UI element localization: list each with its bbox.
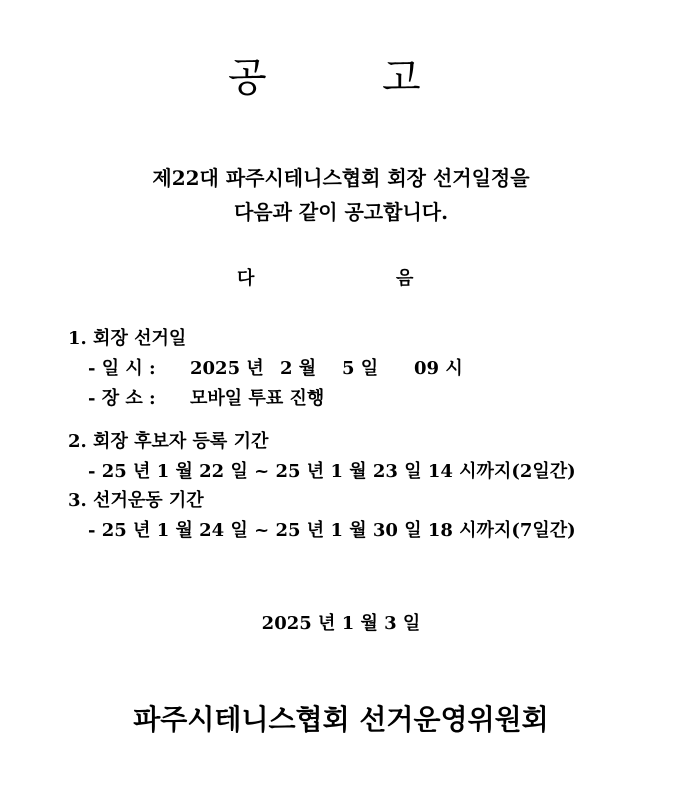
section-1-day: 5 일 — [342, 358, 379, 379]
section-1-location-label: - 장 소 : — [88, 388, 156, 409]
section-2-period: - 25 년 1 월 22 일 ~ 25 년 1 월 23 일 14 시까지(2일간) — [88, 461, 576, 482]
section-1-location-value: 모바일 투표 진행 — [190, 388, 325, 409]
section-3-period: - 25 년 1 월 24 일 ~ 25 년 1 월 30 일 18 시까지(7일간) — [88, 520, 576, 541]
title-char-1: 공 — [228, 55, 267, 101]
section-1-month: 2 월 — [280, 358, 317, 379]
section-1-datetime-label: - 일 시 : — [88, 358, 156, 379]
title-char-2: 고 — [382, 55, 421, 101]
section-3-title: 3. 선거운동 기간 — [68, 490, 204, 511]
heading-char-2: 음 — [396, 268, 414, 289]
section-2-title: 2. 회장 후보자 등록 기간 — [68, 431, 269, 452]
heading-char-1: 다 — [237, 268, 255, 289]
organization-name: 파주시테니스협회 선거운영위원회 — [133, 703, 549, 736]
intro-line-1: 제22대 파주시테니스협회 회장 선거일정을 — [152, 166, 530, 190]
section-1-year: 2025 년 — [190, 358, 264, 379]
section-1-hour: 09 시 — [414, 358, 463, 379]
section-1-title: 1. 회장 선거일 — [68, 328, 187, 349]
intro-line-2: 다음과 같이 공고합니다. — [233, 200, 449, 224]
announcement-date: 2025 년 1 월 3 일 — [261, 613, 421, 634]
